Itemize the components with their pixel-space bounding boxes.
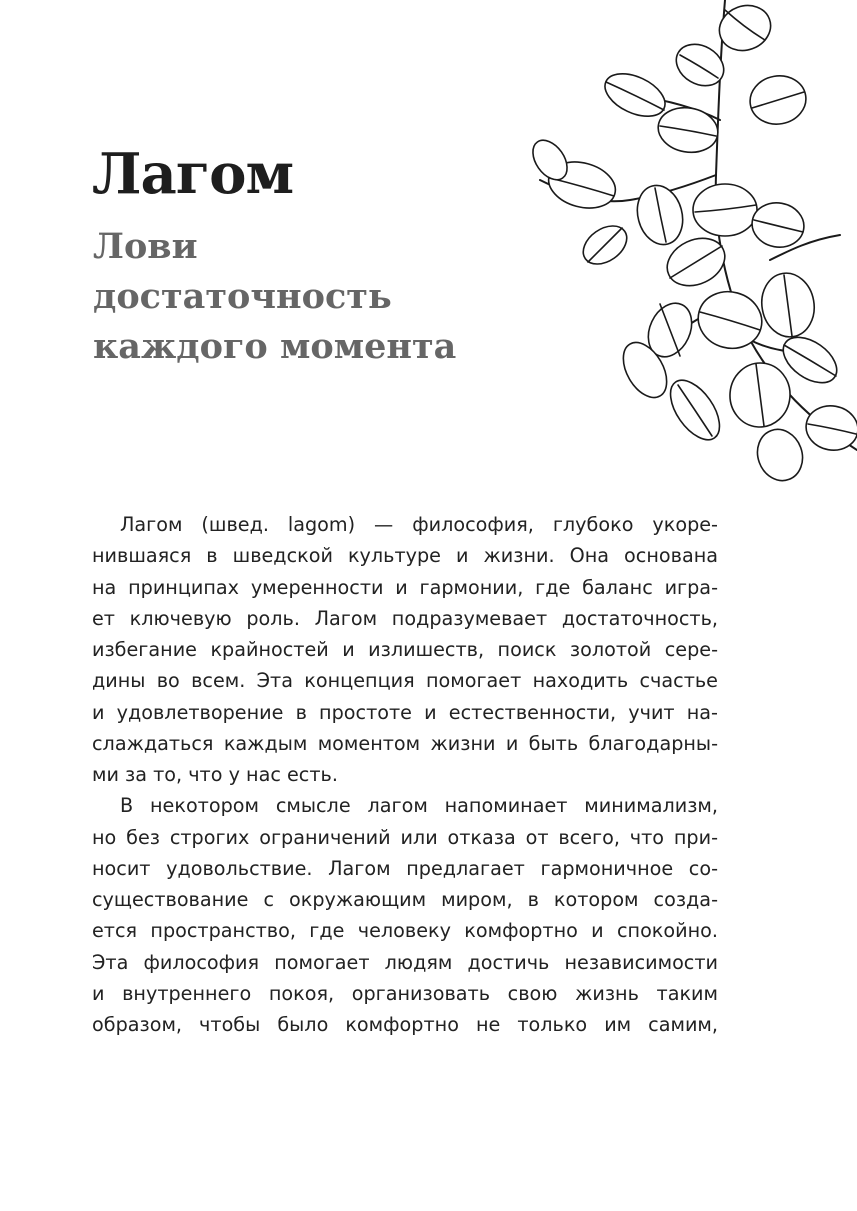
text-line: дины во всем. Эта концепция помогает находить счастье xyxy=(92,669,718,693)
text-line: избегание крайностей и излишеств, поиск золотой сере- xyxy=(92,638,718,661)
text-line: и удовлетворение в простоте и естественности, учит на- xyxy=(92,700,718,724)
text-line: В некотором смысле лагом напоминает минимализм, xyxy=(120,794,718,818)
text-line: и внутреннего покоя, организовать свою жизнь таким xyxy=(92,981,718,1005)
text-line: существование с окружающим миром, в котором созда- xyxy=(92,888,718,911)
page-subtitle xyxy=(93,222,523,372)
text-line: нившаяся в шведской культуре и жизни. Она основана xyxy=(92,544,718,568)
paragraph-2 xyxy=(92,790,718,1040)
page-title: Лагом xyxy=(92,141,294,207)
text-line: Эта философия помогает людям достичь независимости xyxy=(92,950,718,974)
text-line: на принципах умеренности и гармонии, где баланс игра- xyxy=(92,575,718,599)
text-line: ется пространство, где человеку комфортно и спокойно. xyxy=(92,919,718,943)
body-text xyxy=(92,509,718,1040)
text-line: образом, чтобы было комфортно не только им самим, xyxy=(92,1013,718,1036)
paragraph-1 xyxy=(92,509,718,790)
text-line: носит удовольствие. Лагом предлагает гармоничное со- xyxy=(92,856,718,880)
subtitle-line: достаточность xyxy=(93,276,392,317)
subtitle-line: Лови xyxy=(93,226,198,267)
text-line: Лагом (швед. lagom) — философия, глубоко укоре- xyxy=(120,513,718,536)
text-line: ми за то, что у нас есть. xyxy=(92,763,338,786)
text-line: слаждаться каждым моментом жизни и быть благодарны- xyxy=(92,731,718,755)
eucalyptus-branch-illustration xyxy=(520,0,857,485)
subtitle-line: каждого момента xyxy=(93,326,457,367)
text-line: но без строгих ограничений или отказа от всего, что при- xyxy=(92,825,718,849)
text-line: ет ключевую роль. Лагом подразумевает достаточность, xyxy=(92,606,718,630)
